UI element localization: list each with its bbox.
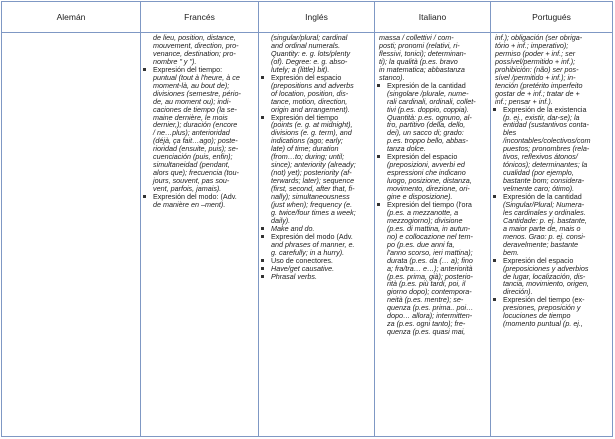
line-text: permiso (poder + inf.; ser [495, 49, 576, 58]
text-line [141, 145, 258, 153]
text-line [491, 320, 612, 328]
line-text: Expresión del modo (Adv. [271, 232, 353, 241]
text-line [375, 225, 490, 233]
text-line [259, 114, 374, 122]
line-text: neità (p.es. mentre); se- [387, 296, 464, 305]
text-line [259, 58, 374, 66]
text-line [375, 280, 490, 288]
line-text: / ne…plus); anterioridad [153, 129, 230, 138]
text-line [491, 304, 612, 312]
line-text: p.es. troppo bello, abbas- [387, 137, 469, 146]
text-line [491, 177, 612, 185]
text-line [491, 273, 612, 281]
line-text: tance, motion, direction, [271, 97, 348, 106]
line-text: (of). Degree: e. g. abso- [271, 57, 348, 66]
text-line [491, 90, 612, 98]
text-line [491, 153, 612, 161]
line-text: nally); simultaneousness [271, 193, 350, 201]
line-text: (not) yet); posteriority (af- [271, 169, 352, 178]
text-line [491, 257, 612, 265]
text-line [375, 50, 490, 58]
cell-ingles [259, 33, 375, 437]
line-text: velmente caro; ótimo). [503, 185, 575, 194]
text-line [259, 82, 374, 90]
line-text: late) of time; duration [271, 145, 339, 154]
line-text: divisions (e. g. term), and [271, 129, 352, 138]
text-line [141, 50, 258, 58]
text-line [141, 98, 258, 106]
text-line [259, 225, 374, 233]
line-text: mezzogiorno); divisione [387, 216, 463, 225]
line-text: puntual (tout à l'heure, à ce [153, 73, 240, 82]
line-text: origin and arrangement). [271, 105, 350, 114]
text-line [259, 265, 374, 273]
line-text: maine dernière, le mois [153, 113, 228, 122]
bullet-icon [261, 227, 264, 230]
line-text: Quantity: e. g. lots/plenty [271, 49, 351, 58]
text-line [491, 217, 612, 225]
line-text: Expresión del tiempo (l'ora [387, 200, 472, 209]
text-line [259, 66, 374, 74]
line-text: inf.); obligación (ser obriga- [495, 34, 583, 42]
text-line [259, 74, 374, 82]
line-text: stanco). [379, 73, 405, 82]
text-line [375, 328, 490, 336]
header-frances: Francés [141, 2, 259, 33]
line-text: tivi (p.es. doppio, coppia). [387, 105, 469, 114]
text-line [259, 129, 374, 137]
text-line [491, 185, 612, 193]
text-line [491, 106, 612, 114]
line-text: (singular/plural; cardinal [271, 34, 348, 42]
line-text: daily). [271, 216, 291, 225]
text-line [375, 193, 490, 201]
line-text: (from…to; during; until; [271, 153, 345, 162]
bullet-icon [493, 259, 496, 262]
line-text: espressioni che indicano [387, 169, 466, 178]
bullet-icon [493, 195, 496, 198]
text-line [259, 273, 374, 281]
line-text: massa / collettivi / com- [379, 34, 454, 42]
line-text: (Singular/Plural; Numera- [503, 200, 585, 209]
line-text: tório + inf.; imperativo); [495, 41, 569, 50]
text-line [141, 66, 258, 74]
text-line [375, 296, 490, 304]
bullet-icon [261, 235, 264, 238]
text-line [375, 121, 490, 129]
text-line [259, 257, 374, 265]
text-line [491, 129, 612, 137]
line-text: divisiones (semestre, pério- [153, 89, 241, 98]
text-line [259, 249, 374, 257]
text-line [491, 34, 612, 42]
line-text: (p.es. di mattina, in autun- [387, 224, 471, 233]
text-line [491, 265, 612, 273]
line-text: presiones, preposición y [503, 304, 581, 313]
line-text: g. twice/four times a week; [271, 208, 356, 217]
text-line [491, 161, 612, 169]
text-line [375, 304, 490, 312]
text-line [375, 185, 490, 193]
text-line [259, 137, 374, 145]
line-text: a maior parte de, mais o [503, 224, 581, 233]
line-text: entidad (sustantivos conta- [503, 121, 589, 130]
text-line [375, 34, 490, 42]
line-text: de, au moment ou); indi- [153, 97, 231, 106]
text-line [375, 177, 490, 185]
line-text: bles [503, 129, 517, 138]
line-text: Expresión del espacio [271, 73, 342, 82]
line-text: /incontables/colectivos/com [503, 137, 591, 146]
line-text: and ordinal numerals. [271, 41, 341, 50]
text-line [375, 90, 490, 98]
text-line [375, 209, 490, 217]
text-line [141, 193, 258, 201]
text-line [141, 82, 258, 90]
line-text: rioridad (ensuite, puis); se- [153, 145, 239, 154]
text-line [259, 106, 374, 114]
line-text: mouvement, direction, pro- [153, 41, 239, 50]
line-text: of location, position, dis- [271, 89, 349, 98]
line-text: de lugar, localización, dis- [503, 272, 586, 281]
line-text: l'anno scorso, ieri mattina); [387, 248, 473, 257]
line-text: inf.; pensar + inf.). [495, 97, 553, 106]
line-text: possível/permitido + inf.); [495, 57, 576, 66]
text-line [259, 98, 374, 106]
text-line [141, 169, 258, 177]
line-text: prohibición: (não) ser pos- [495, 65, 579, 74]
line-text: dei), un sacco di; grado: [387, 129, 464, 138]
line-text: jours, souvent, pas sou- [153, 177, 230, 186]
line-text: terwards; later); sequence [271, 177, 355, 186]
text-line [491, 145, 612, 153]
line-text: rità (p.es. più tardi, poi, il [387, 280, 466, 289]
text-line [259, 169, 374, 177]
line-text: (p. ej., existir, dar-se); la [503, 113, 580, 122]
bullet-icon [143, 195, 146, 198]
cell-frances [141, 33, 259, 437]
line-text: Expresión de la existencia [503, 105, 587, 114]
bullet-icon [261, 259, 264, 262]
line-text: Expresión de la cantidad [387, 81, 466, 90]
line-text: les cardinales y ordinales. [503, 208, 586, 217]
line-text: posti; pronomi (relativi, ri- [379, 41, 460, 50]
line-text: g. carefully; in a hurry). [271, 248, 345, 257]
text-line [141, 121, 258, 129]
bullet-icon [261, 275, 264, 278]
line-text: lutely; a (little) bit). [271, 65, 330, 74]
bullet-icon [143, 68, 146, 71]
line-text: movimento, direzione, ori- [387, 185, 470, 194]
header-portugues: Portugués [491, 2, 613, 33]
line-text: tro, partitivo (della, dello, [387, 121, 466, 130]
line-text: Expresión del espacio [503, 256, 574, 265]
text-line [375, 265, 490, 273]
text-line [141, 129, 258, 137]
text-line [375, 153, 490, 161]
text-line [141, 161, 258, 169]
line-text: de manière en –ment). [153, 200, 226, 209]
text-line [491, 98, 612, 106]
line-text: alors que); frecuencia (tou- [153, 169, 239, 178]
text-line [259, 241, 374, 249]
line-text: gostar de + inf.; tratar de + [495, 89, 580, 98]
text-line [259, 193, 374, 201]
text-line [491, 296, 612, 304]
text-line [259, 34, 374, 42]
line-text: Have/get causative. [271, 264, 335, 273]
line-text: rali cardinali, ordinali, collet- [387, 97, 476, 106]
header-row [2, 2, 613, 33]
text-line [141, 74, 258, 82]
text-line [375, 233, 490, 241]
text-line [141, 58, 258, 66]
line-text: (prepositions and adverbs [271, 81, 354, 90]
text-line [141, 34, 258, 42]
line-text: cuenciación (puis, enfin); [153, 153, 233, 162]
line-text: za (p.es. ogni tanto); fre- [387, 320, 466, 329]
text-line [491, 66, 612, 74]
text-line [375, 249, 490, 257]
line-text: gine e disposizione). [387, 193, 453, 201]
line-text: dopo… allora); intermitten- [387, 312, 473, 321]
text-line [375, 66, 490, 74]
text-line [375, 169, 490, 177]
line-text: quenza (p.es. prima.. poi… [387, 304, 474, 313]
line-text: tivos, reflexivos átonos/ [503, 153, 578, 162]
line-text: deravelmente; bastante [503, 240, 579, 249]
bullet-icon [493, 298, 496, 301]
text-line [491, 280, 612, 288]
bullet-icon [377, 155, 380, 158]
line-text: (first, second, after that, fi- [271, 185, 355, 194]
text-line [141, 106, 258, 114]
text-line [259, 217, 374, 225]
text-line [375, 58, 490, 66]
line-text: Expresión del espacio [387, 153, 458, 162]
bullet-icon [261, 267, 264, 270]
line-text: nombre " y "). [153, 57, 197, 66]
bullet-icon [261, 76, 264, 79]
line-text: no) e collocazione nel tem- [387, 232, 473, 241]
line-text: Uso de conectores. [271, 256, 333, 265]
text-line [259, 201, 374, 209]
text-line [491, 249, 612, 257]
text-line [375, 201, 490, 209]
line-text: po (p.es. due anni fa, [387, 240, 455, 249]
line-text: giorno dopo); contempora- [387, 288, 472, 297]
header-italiano: Italiano [375, 2, 491, 33]
line-text: bastante bom; considera- [503, 177, 585, 186]
text-line [259, 177, 374, 185]
cell-aleman [2, 33, 141, 437]
text-line [491, 137, 612, 145]
bullet-icon [377, 203, 380, 206]
text-line [491, 193, 612, 201]
line-text: bem. [503, 248, 519, 257]
line-text: (déjà, ça fait…ago); poste- [153, 137, 238, 146]
line-text: in matematica; abbastanza [379, 65, 465, 74]
text-line [491, 42, 612, 50]
line-text: tanza dolce. [387, 145, 426, 154]
text-line [259, 42, 374, 50]
text-line [375, 114, 490, 122]
line-text: Expresión del tiempo: [153, 65, 223, 74]
text-line [375, 74, 490, 82]
content-row [2, 33, 613, 437]
text-line [259, 153, 374, 161]
text-line [375, 42, 490, 50]
line-text: (points (e. g. at midnight), [271, 121, 353, 130]
text-line [375, 217, 490, 225]
line-text: since); anteriority (already; [271, 161, 356, 170]
text-line [141, 201, 258, 209]
line-text: moment-là, au bout de); [153, 81, 230, 90]
text-line [141, 42, 258, 50]
text-line [491, 288, 612, 296]
text-line [491, 114, 612, 122]
text-line [259, 145, 374, 153]
text-line [259, 121, 374, 129]
line-text: Phrasal verbs. [271, 272, 317, 281]
text-line [491, 233, 612, 241]
text-line [259, 161, 374, 169]
text-line [375, 82, 490, 90]
text-line [491, 50, 612, 58]
line-text: (preposiciones y adverbios [503, 264, 589, 273]
line-text: vent, parfois, jamais). [153, 185, 222, 194]
text-line [491, 121, 612, 129]
line-text: Quantità: p.es. ognuno, al- [387, 113, 472, 122]
line-text: (just when); frequency (e. [271, 200, 353, 209]
header-aleman: Alemán [2, 2, 141, 33]
line-text: quenza (p.es. quasi mai, [387, 328, 466, 337]
text-line [491, 241, 612, 249]
line-text: (singolare /plurale, nume- [387, 89, 469, 98]
line-text: indications (ago; early; [271, 137, 343, 146]
line-text: Expresión de la cantidad [503, 193, 582, 201]
text-line [491, 58, 612, 66]
line-text: Cantidade: p. ej. bastante, [503, 216, 587, 225]
text-line [375, 312, 490, 320]
text-line [141, 185, 258, 193]
text-line [141, 90, 258, 98]
text-line [375, 320, 490, 328]
text-line [259, 50, 374, 58]
line-text: (p.es. a mezzanotte, a [387, 208, 459, 217]
text-line [375, 106, 490, 114]
text-line [375, 273, 490, 281]
cell-italiano [375, 33, 491, 437]
text-line [375, 241, 490, 249]
line-text: Make and do. [271, 224, 315, 233]
line-text: tónicos); determinantes; la [503, 161, 588, 170]
text-line [491, 201, 612, 209]
text-line [491, 82, 612, 90]
cell-portugues [491, 33, 613, 437]
text-line [141, 114, 258, 122]
curriculum-table [1, 1, 613, 437]
text-line [491, 209, 612, 217]
text-line [491, 225, 612, 233]
text-line [375, 161, 490, 169]
line-text: a; fra/tra… e…); anteriorità [387, 264, 473, 273]
text-line [491, 74, 612, 82]
line-text: luogo, posizione, distanza, [387, 177, 472, 186]
text-line [141, 153, 258, 161]
line-text: Expresión del tiempo [271, 113, 339, 122]
line-text: caciones de tiempo (la se- [153, 105, 237, 114]
text-line [375, 288, 490, 296]
text-line [491, 312, 612, 320]
line-text: dernier,); duración (encore [153, 121, 238, 130]
line-text: and phrases of manner, e. [271, 240, 355, 249]
text-line [141, 137, 258, 145]
line-text: de lieu, position, distance, [153, 34, 236, 42]
line-text: venance, destination; pro- [153, 49, 236, 58]
line-text: locuciones de tiempo [503, 312, 571, 321]
text-line [375, 145, 490, 153]
line-text: (preposizioni, avverbi ed [387, 161, 465, 170]
text-line [259, 185, 374, 193]
text-line [375, 98, 490, 106]
text-line [259, 209, 374, 217]
text-line [141, 177, 258, 185]
line-text: cualidad (por ejemplo, [503, 169, 574, 178]
text-line [491, 169, 612, 177]
text-line [375, 137, 490, 145]
text-line [259, 90, 374, 98]
text-line [375, 257, 490, 265]
line-text: tancia, movimiento, origen, [503, 280, 589, 289]
line-text: Expresión del modo: (Adv. [153, 193, 237, 201]
bullet-icon [493, 108, 496, 111]
line-text: ti); la qualità (p.es. bravo [379, 57, 458, 66]
line-text: menos. Grao: p. ej. consi- [503, 232, 586, 241]
text-line [375, 129, 490, 137]
text-line [259, 233, 374, 241]
line-text: flessivi, tonici); determinan- [379, 49, 467, 58]
bullet-icon [377, 84, 380, 87]
line-text: (momento puntual (p. ej., [503, 320, 583, 329]
bullet-icon [261, 116, 264, 119]
line-text: puestos; pronombres (rela- [503, 145, 590, 154]
line-text: direción). [503, 288, 533, 297]
line-text: durata (p.es. da (… a); fino [387, 256, 473, 265]
line-text: sível /permitido + inf.); in- [495, 73, 576, 82]
line-text: simultaneidad (pendant, [153, 161, 230, 170]
header-ingles: Inglés [259, 2, 375, 33]
line-text: (p.es. prima, già); posterio- [387, 272, 473, 281]
line-text: tención (pretérito imperfeito [495, 81, 583, 90]
line-text: Expresión del tiempo (ex- [503, 296, 585, 305]
